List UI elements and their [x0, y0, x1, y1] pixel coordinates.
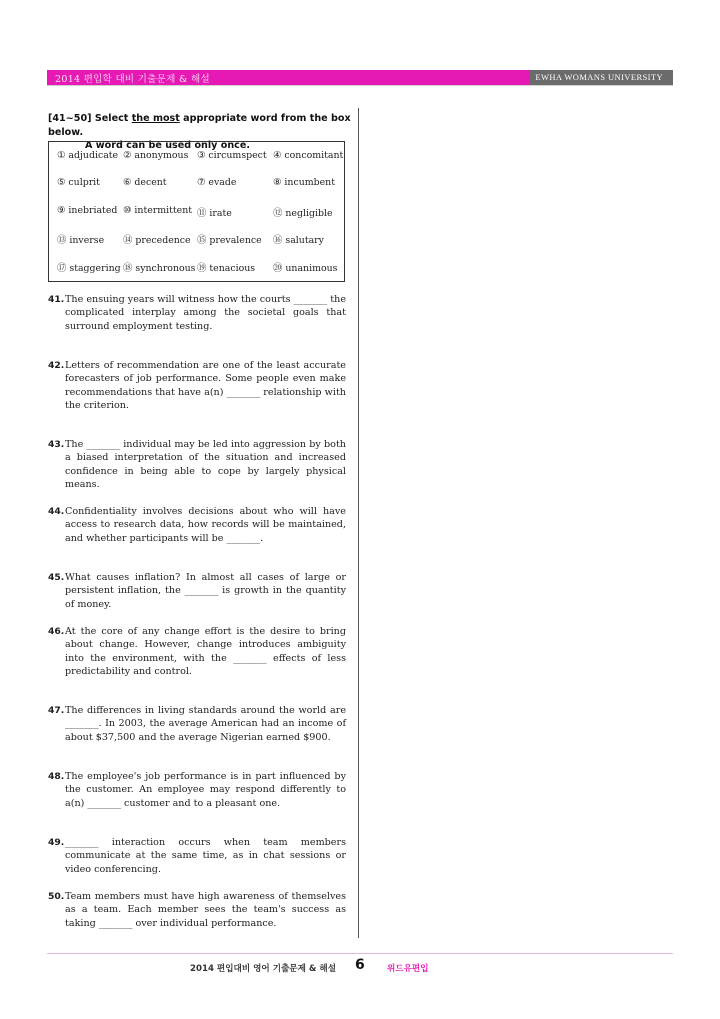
column-divider — [358, 108, 359, 938]
header-divider — [47, 85, 673, 86]
word-option-text: incumbent — [284, 177, 335, 188]
instructions-line1-post: appropriate word from the box below. — [48, 113, 351, 138]
instructions-underline: the most — [131, 113, 180, 124]
word-option — [197, 150, 267, 161]
word-option-text: tenacious — [209, 263, 256, 274]
word-option-text: prevalence — [209, 235, 262, 246]
question-item — [48, 293, 346, 333]
word-option-number: ② — [123, 150, 132, 161]
question-item — [48, 836, 346, 876]
word-option — [123, 260, 195, 274]
question-number: 45. — [48, 572, 65, 583]
word-option-number: ⑯ — [273, 235, 283, 246]
word-option — [197, 205, 232, 219]
header-left — [47, 70, 530, 85]
header-right — [530, 70, 673, 85]
word-option-number: ⑪ — [197, 208, 207, 219]
header-bar — [47, 70, 673, 85]
word-option-number: ⑧ — [273, 177, 282, 188]
word-option — [123, 150, 188, 161]
word-option-number: ⑥ — [123, 177, 132, 188]
word-option — [273, 232, 324, 246]
word-option-number: ⑮ — [197, 235, 207, 246]
word-option-number: ⑬ — [57, 235, 67, 246]
word-option — [197, 177, 236, 188]
question-number: 46. — [48, 626, 65, 637]
word-option-text: staggering — [69, 263, 121, 274]
question-text: The ensuing years will witness how the courts _______ the complicated interplay among the societal goals that surround employment testing. — [65, 294, 346, 332]
word-option-number: ⑭ — [123, 235, 133, 246]
question-text: The differences in living standards around the world are _______. In 2003, the average American had an income of about $37,500 and the average Nigerian earned $900. — [65, 705, 346, 743]
question-number: 41. — [48, 294, 65, 305]
word-option-text: intermittent — [134, 205, 193, 216]
word-option — [57, 260, 121, 274]
word-option-number: ① — [57, 150, 66, 161]
word-option — [123, 232, 191, 246]
word-option-number: ⑨ — [57, 205, 66, 216]
question-number: 50. — [48, 891, 65, 902]
footer-divider — [47, 953, 673, 954]
question-text: Confidentiality involves decisions about who will have access to research data, how records will be maintained, and whether participants will be _______. — [65, 506, 346, 544]
word-option-number: ⑱ — [123, 263, 133, 274]
question-item — [48, 625, 346, 678]
word-option — [273, 150, 343, 161]
question-number: 44. — [48, 506, 65, 517]
word-option-text: synchronous — [135, 263, 196, 274]
question-text: Letters of recommendation are one of the least accurate forecasters of job performance. Some people even make recommendations that have a(n) _______ relationship with the criterion. — [65, 360, 346, 411]
word-option-text: unanimous — [285, 263, 338, 274]
page-number: 6 — [355, 957, 365, 973]
word-option-number: ④ — [273, 150, 282, 161]
word-option — [197, 232, 262, 246]
word-option-number: ⑦ — [197, 177, 206, 188]
question-text: Team members must have high awareness of themselves as a team. Each member sees the team's success as taking _______ over individual performance. — [65, 891, 346, 929]
question-number: 47. — [48, 705, 65, 716]
word-option-text: anonymous — [134, 150, 189, 161]
word-option-number: ⑲ — [197, 263, 207, 274]
header-right-title: EWHA WOMANS UNIVERSITY — [535, 72, 663, 82]
question-number: 49. — [48, 837, 65, 848]
question-item — [48, 359, 346, 412]
word-option-text: irate — [209, 208, 232, 219]
footer-title: 2014 편입대비 영어 기출문제 & 해설 — [190, 964, 336, 974]
word-option-text: adjudicate — [68, 150, 119, 161]
question-item — [48, 571, 346, 611]
word-option-text: inebriated — [68, 205, 118, 216]
question-text: _______ interaction occurs when team members communicate at the same time, as in chat sessions or video conferencing. — [65, 837, 346, 875]
question-item — [48, 770, 346, 810]
word-option-text: precedence — [135, 235, 191, 246]
question-text: At the core of any change effort is the desire to bring about change. However, change introduces ambiguity into the environment, with the _______ effects of less predictability and control. — [65, 626, 346, 677]
word-option-text: inverse — [69, 235, 105, 246]
question-text: What causes inflation? In almost all cases of large or persistent inflation, the _______ is growth in the quantity of money. — [65, 572, 346, 610]
word-option-text: salutary — [285, 235, 324, 246]
word-option — [57, 205, 117, 216]
word-option-number: ③ — [197, 150, 206, 161]
word-option-number: ⑰ — [57, 263, 67, 274]
question-item — [48, 704, 346, 744]
question-number: 42. — [48, 360, 65, 371]
word-option-text: concomitant — [284, 150, 344, 161]
word-option — [197, 260, 255, 274]
header-left-title: 2014 편입학 대비 기출문제 & 해설 — [55, 74, 210, 85]
word-box — [48, 141, 345, 282]
question-item — [48, 890, 346, 930]
word-option — [57, 150, 118, 161]
word-option-number: ⑫ — [273, 208, 283, 219]
word-option-text: culprit — [68, 177, 100, 188]
word-option-number: ⑤ — [57, 177, 66, 188]
word-option — [273, 205, 333, 219]
word-option-text: circumspect — [208, 150, 267, 161]
question-text: The _______ individual may be led into aggression by both a biased interpretation of the situation and increased confidence in being able to cope by largely physical means. — [65, 439, 346, 490]
question-item — [48, 505, 346, 545]
question-number: 43. — [48, 439, 65, 450]
word-option — [123, 177, 167, 188]
word-option-text: negligible — [285, 208, 333, 219]
question-text: The employee's job performance is in part influenced by the customer. An employee may respond differently to a(n) _______ customer and to a pleasant one. — [65, 771, 346, 809]
word-option-number: ⑳ — [273, 263, 283, 274]
footer-brand: 위드유편입 — [387, 964, 429, 974]
word-option-number: ⑩ — [123, 205, 132, 216]
instructions-line1-pre: Select — [94, 113, 132, 124]
instructions-line2: A word can be used only once. — [85, 140, 251, 151]
instructions-range: [41~50] — [48, 113, 92, 124]
word-option-text: evade — [208, 177, 237, 188]
question-number: 48. — [48, 771, 65, 782]
question-item — [48, 438, 346, 491]
word-option — [57, 177, 100, 188]
word-option — [123, 205, 192, 216]
word-option — [273, 177, 335, 188]
word-option-text: decent — [134, 177, 167, 188]
word-option — [273, 260, 337, 274]
word-option — [57, 232, 104, 246]
